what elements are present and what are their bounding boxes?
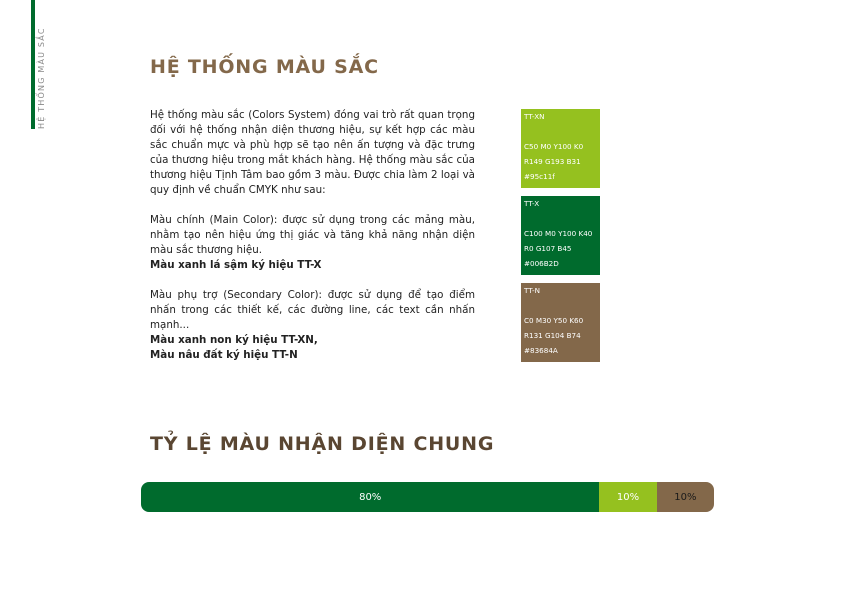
- page-title: HỆ THỐNG MÀU SẮC: [150, 56, 379, 78]
- secondary-color-name-1: Màu xanh non ký hiệu TT-XN,: [150, 334, 318, 346]
- ratio-segment-brown: 10%: [657, 482, 714, 512]
- ratio-segment-light-green: 10%: [599, 482, 656, 512]
- swatch-rgb: R149 G193 B31: [524, 157, 581, 166]
- swatch-cmyk: C0 M30 Y50 K60: [524, 316, 584, 325]
- side-accent-bar: [31, 0, 35, 129]
- swatch-code: TT-N: [524, 286, 540, 295]
- swatch-cmyk: C50 M0 Y100 K0: [524, 142, 584, 151]
- color-ratio-bar: [141, 482, 714, 512]
- swatch-tt-xn: [521, 109, 600, 188]
- swatch-hex: #006B2D: [524, 259, 559, 268]
- ratio-title: TỶ LỆ MÀU NHẬN DIỆN CHUNG: [150, 433, 495, 455]
- swatch-rgb: R131 G104 B74: [524, 331, 581, 340]
- main-color-description: Màu chính (Main Color): được sử dụng trong các mảng màu, nhằm tạo nên hiệu ứng thị giác và tăng khả năng nhận diện màu sắc thương hiệu.: [150, 214, 475, 256]
- swatch-hex: #83684A: [524, 346, 558, 355]
- swatch-cmyk: C100 M0 Y100 K40: [524, 229, 593, 238]
- secondary-color-name-2: Màu nâu đất ký hiệu TT-N: [150, 349, 298, 361]
- swatch-code: TT-X: [524, 199, 540, 208]
- main-color-name: Màu xanh lá sậm ký hiệu TT-X: [150, 259, 322, 271]
- color-system-description: [150, 108, 475, 363]
- secondary-color-description: Màu phụ trợ (Secondary Color): được sử dụng để tạo điểm nhấn trong các thiết kế, các đường line, các text cần nhấn mạnh...: [150, 289, 475, 331]
- swatch-hex: #95c11f: [524, 172, 555, 181]
- side-section-label: HỆ THỐNG MÀU SẮC: [37, 27, 46, 129]
- intro-paragraph: Hệ thống màu sắc (Colors System) đóng vai trò rất quan trọng đối với hệ thống nhận diện thương hiệu, sự kết hợp các màu sắc chuẩn mực và phù hợp sẽ tạo nên ấn tượng và đặc trưng của thương hiệu trong mắt khách hàng. Hệ thống màu sắc của thương hiệu Tịnh Tâm bao gồm 3 màu. Được chia làm 2 loại và quy định về chuẩn CMYK như sau:: [150, 109, 475, 196]
- ratio-segment-main: 80%: [141, 482, 599, 512]
- swatch-tt-n: [521, 283, 600, 362]
- swatch-tt-x: [521, 196, 600, 275]
- swatch-code: TT-XN: [524, 112, 545, 121]
- swatch-rgb: R0 G107 B45: [524, 244, 572, 253]
